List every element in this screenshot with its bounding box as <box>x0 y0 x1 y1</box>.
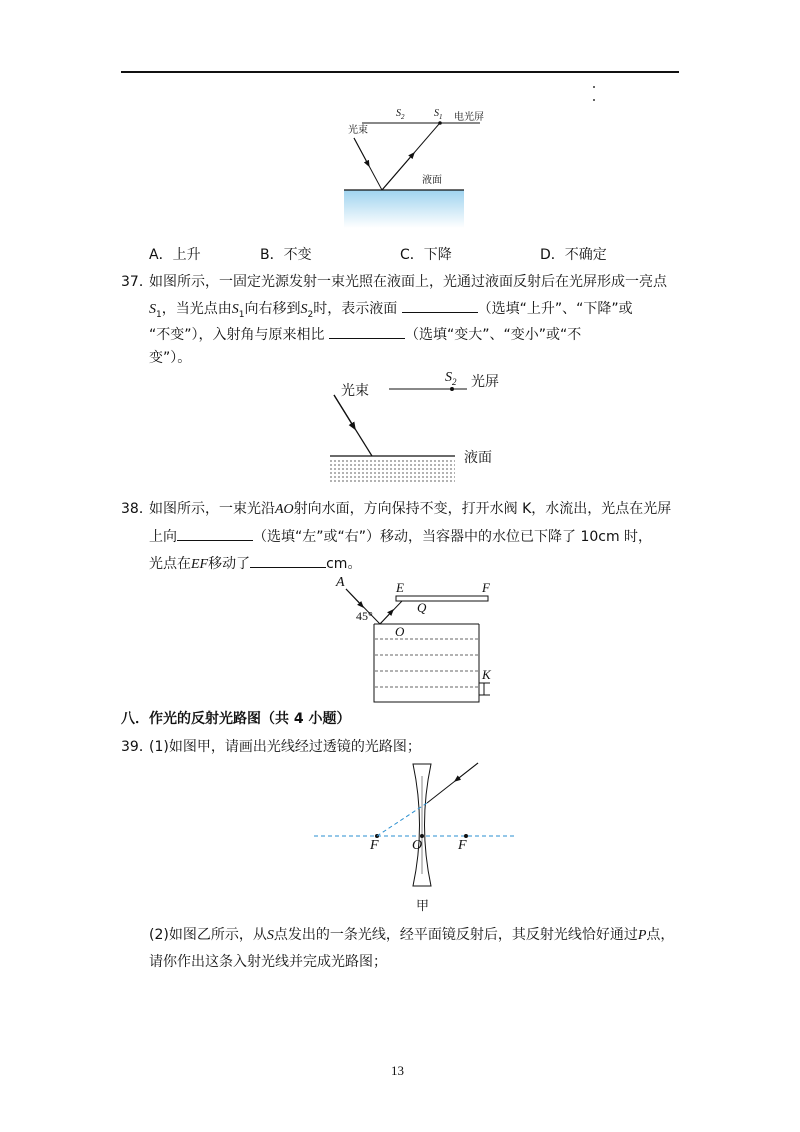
q39-part1: (1)如图甲，请画出光线经过透镜的光路图； <box>149 739 421 755</box>
section8-title: 八．作光的反射光路图（共 4 小题） <box>121 711 351 727</box>
fig39-caption: 甲 <box>416 899 430 914</box>
fig37-s2-subscript: 2 <box>452 376 457 387</box>
q39-part2-a: (2)如图乙所示，从 <box>149 927 267 943</box>
fig38-e: E <box>396 580 404 595</box>
fig39-o: O <box>412 838 423 853</box>
q39-part2-c: 点发出的一条光线，经平面镜反射后，其反射光线恰好通过 <box>273 927 638 943</box>
q39-s: S <box>266 928 274 943</box>
fig39-f-right: F <box>458 838 467 853</box>
q37-s2-sub: 2 <box>307 309 314 320</box>
fig38-a: A <box>336 575 345 590</box>
q38-ao: AO <box>275 502 294 517</box>
q38-line2-a: 上向 <box>149 529 177 545</box>
fig36-s2-subscript: 2 <box>401 113 405 121</box>
q38-line3-a: 光点在 <box>149 556 191 572</box>
option-b: B．不变 <box>260 247 312 263</box>
option-a: A．上升 <box>149 247 201 263</box>
option-d: D．不确定 <box>540 247 607 263</box>
q37-s1-b-sub: 1 <box>238 309 245 320</box>
q37-line3-a: “不变”），入射角与原来相比 <box>149 327 325 343</box>
fig37-liquid-label: 液面 <box>464 450 492 466</box>
fig37-screen-label: 光屏 <box>471 374 499 390</box>
fig38-q: Q <box>417 600 427 615</box>
fig38-angle: 45° <box>356 609 373 623</box>
fig36-s1-subscript: 1 <box>439 113 443 121</box>
q37-line2-d: 向右移到 <box>244 301 301 317</box>
fig36-liquid-label: 液面 <box>422 175 442 186</box>
fig36-screen-label: 电光屏 <box>454 112 484 123</box>
q38-line3-d: cm。 <box>326 556 362 572</box>
fig38-f: F <box>482 580 490 595</box>
fig36-s2-letter: S <box>396 108 401 119</box>
q38-line3-c: 移动了 <box>208 556 251 572</box>
q38-line1-a: 如图所示，一束光沿 <box>149 501 275 517</box>
q37-line2-g: （选填“上升”、“下降”或 <box>477 301 633 317</box>
q38-line2-b: （选填“左”或“右”）移动，当容器中的水位已下降了 10cm 时， <box>253 529 653 545</box>
q37-number: 37． <box>121 274 153 290</box>
q39-part2-e: 点， <box>646 927 675 943</box>
q37-s1-b: S <box>231 302 239 317</box>
option-c: C．下降 <box>400 247 452 263</box>
fig37-light-beam-label: 光束 <box>341 383 369 399</box>
fig36-s1-letter: S <box>434 108 439 119</box>
q38-ef: EF <box>191 557 209 572</box>
fig38-o: O <box>395 624 405 639</box>
fig36-light-beam-label: 光束 <box>348 125 368 136</box>
incident-arrow <box>455 763 478 781</box>
q37-s1-a-sub: 1 <box>156 309 162 320</box>
q39-part2 <box>149 925 674 946</box>
q39-part2-line2: 请你作出这条入射光线并完成光路图； <box>149 954 387 970</box>
fig37-s2-letter: S <box>445 370 452 385</box>
q37-line4: 变”）。 <box>149 350 192 366</box>
q37-s1-a: S <box>149 302 156 317</box>
q39-number: 39． <box>121 739 153 755</box>
q37-line3-b: （选填“变大”、“变小”或“不 <box>404 327 582 343</box>
q37-line2-b: ，当光点由 <box>161 301 232 317</box>
fig39-f-left: F <box>370 838 379 853</box>
q37-line1: 如图所示，一固定光源发射一束光照在液面上，光通过液面反射后在光屏形成一亮点 <box>149 274 667 290</box>
q37-line2-f: 时，表示液面 <box>313 301 398 317</box>
q38-line1-c: 射向水面，方向保持不变，打开水阀 K，水流出，光点在光屏 <box>293 501 672 517</box>
q38-number: 38． <box>121 501 153 517</box>
fig38-k: K <box>482 667 491 682</box>
q39-p: P <box>637 928 647 943</box>
q37-s2: S <box>300 302 308 317</box>
page-number: 13 <box>391 1063 404 1078</box>
